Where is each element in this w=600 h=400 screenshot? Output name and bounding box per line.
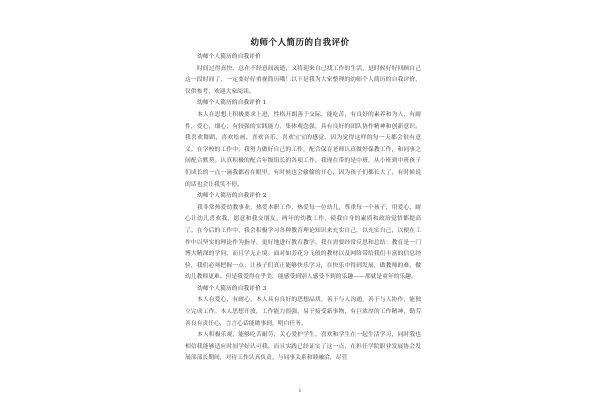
paragraph-subtitle: 幼师个人简历的自我评价 (197, 54, 261, 60)
paragraph-section-3b: 本人积极乐观，能够吃苦耐劳，关心爱护学生，喜欢和学生在一起生活学习，同时我也相信我能够适应时间学好认可我。而且实践已经证实了这一点，在担任学院职业发展协会发展部部长期间，对待工作认真负责，与同事关系和睦融洽，尽管 (185, 332, 421, 362)
page-number: 1 (298, 388, 302, 394)
paragraph-section-2: 我非常热爱幼教事业，热爱本职工作，热爱每一位幼儿，尊重每一个孩子，用爱心、耐心让幼儿喜欢我，愿意和我交朋友。两年的幼教工作，使我自身的素质和政治觉悟都提高了。在今后的工作中，我会积极学习各种教育理论知识来充实自己，以充实自己，以便在工作中以坚实的理论作为指导，更好地进行教育教学。我在需要经常反思和总结：教育是一门博大精深的学问，而且学无止境。面对如芳花分飞般的教材以及网络带给我们丰富的信息经验，我们必须把握一点：让孩子们真正能够快乐学习，在快乐中得到发展，做教师的难，做幼儿教师更难。但是我爱得在乎美，能感受到别人感受不到的乐趣——那就是童年的乐趣。 (185, 204, 421, 281)
document-body (185, 52, 421, 365)
section-heading-1: 幼师个人简历的自我评价 1 (197, 100, 267, 107)
section-heading-2: 幼师个人简历的自我评价 2 (197, 193, 267, 200)
paragraph-intro: 时间过得真快，总在不经意间流逝，又将迎来自己找工作的生活，是时候好好回顾自己这一段时间了，一定要好好重视简历哦！以下是我为大家整理的幼师个人简历的自我评价，仅供参考，欢迎大家阅读。 (185, 65, 421, 95)
paragraph-section-3a: 本人有爱心，有耐心，本人具有良好的思想品质，善于与人沟通，善于与人协作，能独立完成工作。本人思想开放，工作能力很强，易于接受新事物，有巨浓厚的工作精神，勤劳善良有责任心，言言心话能做事到，明白任务。 (185, 297, 421, 327)
paragraph-section-1: 本人在思想上积极要求上进，性格开朗善于交际，能吃苦，有良好的素养和为人，有耐性，爱心，细心；有较强的实践能力，集体观念强，具有良好的团队协作精神和创新意识。我喜欢舞蹈、喜欢绘画、喜欢音乐、喜欢宝宝的感觉，因为觉得这样的每一天都会很有意义。在学校的工作中，我努力做好自己的工作，配合保育老师认真做好保教工作，和同事之间配合默契。认真积极的配合年级组长的各项工作。我现在带的是中班，从小班到中班孩子们成长的一点一滴我都看在眼里。有时候也会偷偷的开心，因为孩子们都长大了，有时候说的话也会让我笑不停。 (185, 111, 421, 188)
section-heading-3: 幼师个人简历的自我评价 3 (197, 285, 267, 292)
document-title: 幼师个人简历的自我评价 (250, 38, 350, 48)
